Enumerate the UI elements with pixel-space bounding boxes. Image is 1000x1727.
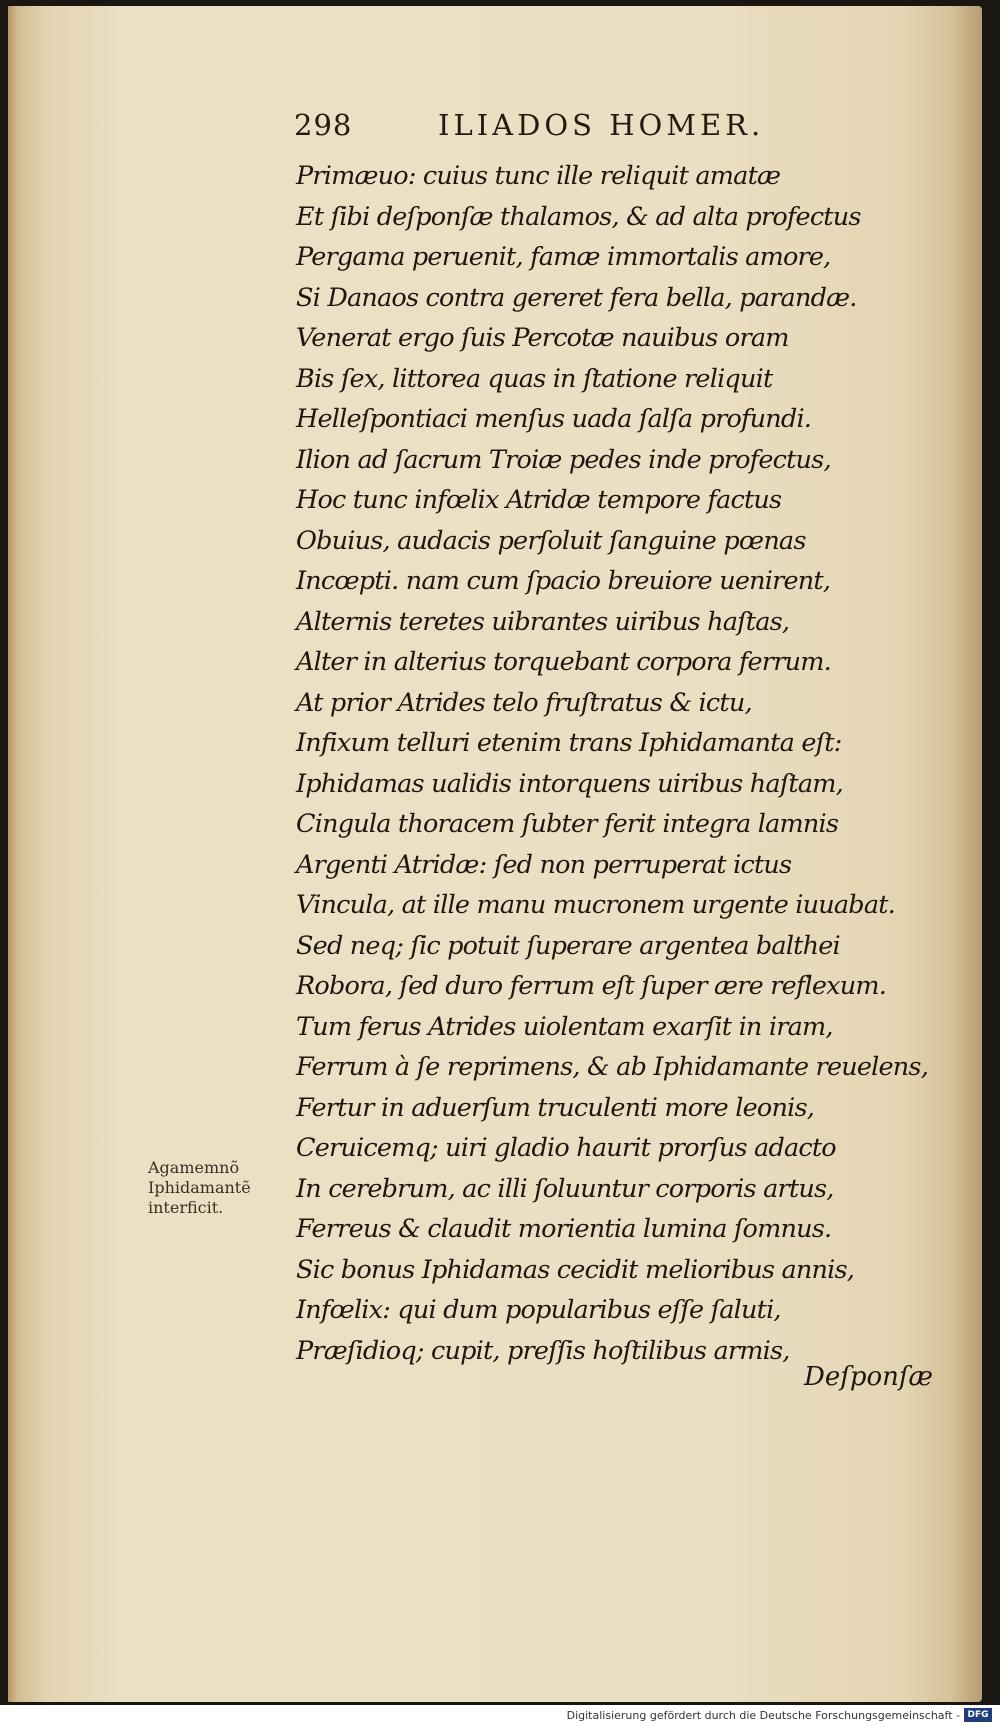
verse-line: Vincula, at ille manu mucronem urgente iuuabat. [296,890,895,920]
page-edge [8,6,18,1702]
marginal-note-line: Iphidamantẽ [148,1178,251,1197]
verse-line: Sed neq; ſic potuit ſuperare argentea balthei [296,930,840,961]
verse-line: Ferrum à ſe reprimens, & ab Iphidamante reuelens, [296,1052,929,1082]
verse-line: Ceruicemq; uiri gladio haurit prorſus adacto [296,1133,836,1163]
verse-line: Præſidioq; cupit, preſſis hoſtilibus armis, [296,1335,790,1366]
marginal-note-line: Agamemnõ [148,1158,240,1177]
page-number: 298 [294,108,353,142]
catchword: Deſponſæ [804,1362,933,1392]
verse-line: Iphidamas ualidis intorquens uiribus haſtam, [296,768,843,799]
verse-line: Et ſibi deſponſæ thalamos, & ad alta profectus [296,201,861,232]
verse-line: Fertur in aduerſum truculenti more leonis, [296,1092,815,1123]
verse-line: Obuius, audacis perſoluit ſanguine pœnas [296,525,806,556]
verse-line: Si Danaos contra gereret fera bella, parandæ. [296,282,857,313]
footer-credit: Digitalisierung gefördert durch die Deutsche Forschungsgemeinschaft - [566,1709,960,1722]
verse-line: Robora, ſed duro ferrum eſt ſuper ære reflexum. [296,971,887,1001]
verse-line: Alter in alterius torquebant corpora ferrum. [296,647,831,677]
verse-line: Pergama peruenit, famæ immortalis amore, [296,242,831,272]
verse-line: Incœpti. nam cum ſpacio breuiore uenirent, [296,566,831,596]
marginal-note [148,1158,288,1218]
marginal-note-line: interficit. [148,1198,224,1217]
verse-line: Venerat ergo ſuis Percotæ nauibus oram [296,323,789,353]
verse-line: Primæuo: cuius tunc ille reliquit amatæ [296,161,781,191]
verse-text [296,156,946,1371]
verse-line: In cerebrum, ac illi ſoluuntur corporis artus, [296,1173,834,1204]
verse-line: Alternis teretes uibrantes uiribus haſtas, [296,606,790,637]
verse-line: Helleſpontiaci menſus uada ſalſa profundi. [296,404,812,434]
verse-line: Infixum telluri etenim trans Iphidamanta eſt: [296,728,842,758]
verse-line: Argenti Atridæ: ſed non perruperat ictus [296,849,792,880]
verse-line: Tum ferus Atrides uiolentam exarſit in iram, [296,1011,833,1042]
verse-line: Infœlix: qui dum popularibus eſſe ſaluti, [296,1295,781,1325]
verse-line: Sic bonus Iphidamas cecidit melioribus annis, [296,1254,855,1285]
dfg-logo-icon: DFG [964,1708,992,1722]
running-head: ILIADOS HOMER. [438,108,765,142]
verse-line: Bis ſex, littorea quas in ſtatione reliquit [296,363,773,394]
verse-line: Cingula thoracem ſubter ferit integra lamnis [296,809,839,839]
verse-line: At prior Atrides telo fruſtratus & ictu, [296,687,752,718]
digitization-footer [0,1705,1000,1727]
verse-line: Hoc tunc infœlix Atridæ tempore factus [296,485,782,515]
verse-line: Ilion ad ſacrum Troiæ pedes inde profectus, [296,444,831,475]
verse-line: Ferreus & claudit morientia lumina ſomnus. [296,1214,832,1244]
